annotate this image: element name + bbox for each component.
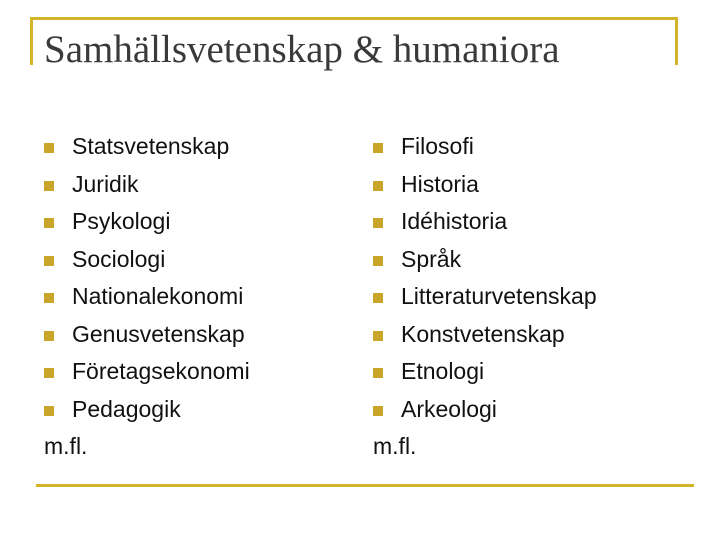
list-item-label: Nationalekonomi <box>72 283 244 309</box>
list-item-label: Etnologi <box>401 358 485 384</box>
square-bullet-icon <box>373 331 383 341</box>
title-frame-right-border <box>675 17 678 65</box>
list-item <box>373 278 597 316</box>
square-bullet-icon <box>44 181 54 191</box>
square-bullet-icon <box>373 293 383 303</box>
list-item <box>373 241 597 279</box>
list-item-label: Sociologi <box>72 245 166 272</box>
square-bullet-icon <box>373 406 383 416</box>
bottom-divider <box>36 484 694 487</box>
square-bullet-icon <box>44 218 54 228</box>
list-item-label: Företagsekonomi <box>72 358 250 384</box>
list-item <box>44 203 250 241</box>
list-item-label: Konstvetenskap <box>401 320 565 347</box>
square-bullet-icon <box>44 368 54 378</box>
slide-title: Samhällsvetenskap & humaniora <box>44 28 560 71</box>
square-bullet-icon <box>373 181 383 191</box>
list-item-label: Statsvetenskap <box>72 133 230 159</box>
list-item <box>44 353 250 391</box>
list-item <box>373 128 597 166</box>
list-item-label: Språk <box>401 245 462 272</box>
square-bullet-icon <box>373 143 383 153</box>
list-item-label: Psykologi <box>72 208 171 234</box>
list-item <box>373 203 597 241</box>
list-item-label: Filosofi <box>401 133 474 159</box>
square-bullet-icon <box>44 293 54 303</box>
list-item <box>44 316 250 354</box>
list-item <box>373 391 597 429</box>
list-item <box>373 353 597 391</box>
list-item <box>373 166 597 204</box>
list-item <box>44 278 250 316</box>
left-column-list <box>44 128 250 466</box>
right-column-list <box>373 128 597 466</box>
list-item <box>44 391 250 429</box>
list-item-label: Genusvetenskap <box>72 320 245 347</box>
list-item-label: Historia <box>401 170 479 197</box>
list-item-label: Idéhistoria <box>401 208 508 234</box>
list-item-label: Juridik <box>72 170 139 197</box>
square-bullet-icon <box>373 218 383 228</box>
list-item-label: Litteraturvetenskap <box>401 283 597 309</box>
title-frame-left-border <box>30 17 33 65</box>
square-bullet-icon <box>44 143 54 153</box>
list-item <box>373 316 597 354</box>
list-item <box>44 241 250 279</box>
list-item <box>44 128 250 166</box>
list-trailing-text: m.fl. <box>44 433 88 459</box>
square-bullet-icon <box>44 256 54 266</box>
title-frame-top-border <box>30 17 678 20</box>
square-bullet-icon <box>373 368 383 378</box>
square-bullet-icon <box>44 406 54 416</box>
square-bullet-icon <box>373 256 383 266</box>
list-trailing-text: m.fl. <box>373 433 417 459</box>
list-item <box>44 166 250 204</box>
square-bullet-icon <box>44 331 54 341</box>
list-item-label: Arkeologi <box>401 395 497 422</box>
list-item-label: Pedagogik <box>72 395 181 422</box>
